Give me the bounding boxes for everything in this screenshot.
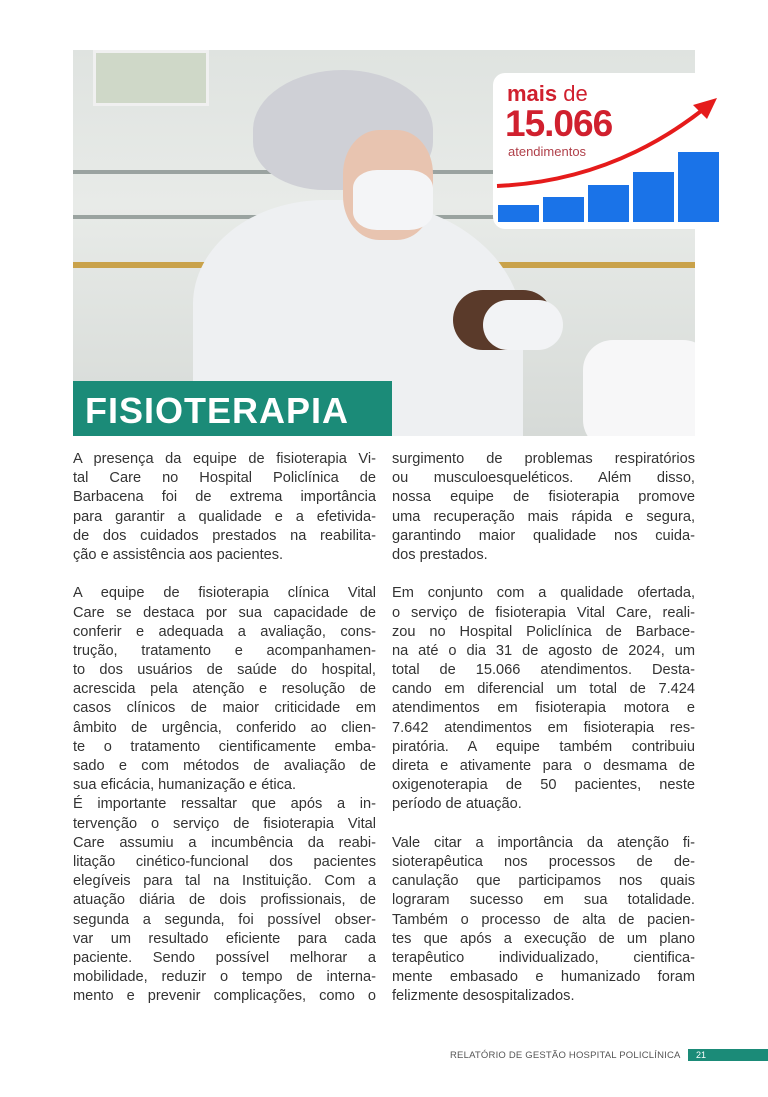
footer-report-title: RELATÓRIO DE GESTÃO HOSPITAL POLICLÍNICA [450,1050,681,1061]
text-line: segunda a segunda, foi possível obser- [73,911,376,928]
paragraph [392,450,695,565]
right-text-column [392,450,695,1006]
text-line: elegíveis para tal na Instituição. Com a [73,873,376,890]
left-text-column [73,450,376,1006]
badge-caption: atendimentos [508,144,587,159]
footer-page-bar [688,1049,768,1061]
text-line: felizmente desospitalizados. [392,988,575,1005]
section-title-bar [73,381,392,436]
paragraph [73,584,376,795]
text-line: conferir e adequada a avaliação, cons- [73,623,376,640]
section-title: FISIOTERAPIA [85,390,350,431]
text-line: total de 15.066 atendimentos. Desta- [392,662,695,679]
badge-prefix: mais [507,81,558,106]
text-line: Care se destaca por sua capacidade de [73,604,376,621]
text-line: de dos cuidados prestados na reabilita- [73,527,376,544]
text-line: É importante ressaltar que após a in- [73,796,376,813]
paragraph [392,834,695,1007]
text-line: ção e assistência aos pacientes. [73,546,284,563]
text-line: ou musculoesqueléticos. Além disso, [392,470,695,487]
badge-suffix: de [563,81,588,106]
text-line: uma recuperação mais rápida e segura, [392,508,695,525]
text-line: atuação diária de dois profissionais, de [73,892,376,909]
text-line: piratória. A equipe também contribuiu [392,738,695,755]
text-line: o serviço de fisioterapia Vital Care, reali- [392,604,695,621]
photo-glove [483,300,563,350]
text-line: tervenção o serviço de fisioterapia Vital [73,815,376,832]
text-line: oxigenoterapia de 50 pacientes, neste [392,777,695,794]
paragraph [392,584,695,814]
text-line: mento e prevenir complicações, como o [73,988,376,1005]
text-line: trução, tratamento e acompanhamen- [73,642,376,659]
text-line: Vale citar a importância da atenção fi- [392,834,695,851]
text-line: âmbito de urgência, conferido ao clien- [73,719,376,736]
paragraph [73,450,376,565]
text-line: garantindo maior qualidade nos cuida- [392,527,695,544]
text-line: to dos usuários de saúde do hospital, [73,662,376,679]
text-line: sua eficácia, humanização e ética. [73,777,297,794]
text-line: sioterapêutica nos processos de de- [392,853,695,870]
page-number: 21 [696,1050,707,1060]
text-line: Barbacena foi de extrema importância [73,489,376,506]
text-line: para garantir a qualidade e a efetivida- [73,508,376,525]
text-line: A equipe de fisioterapia clínica Vital [73,585,376,602]
paragraph-spacer [392,565,695,584]
text-line: tes que após a execução de um plano [392,930,695,947]
text-line: lograram sucesso em sua totalidade. [392,892,695,909]
text-line: Também o processo de alta de pacien- [392,911,695,928]
text-line: período de atuação. [392,796,522,813]
text-line: tal Care no Hospital Policlínica de [73,470,376,487]
text-line: surgimento de problemas respiratórios [392,451,695,467]
text-line: Em conjunto com a qualidade ofertada, [392,585,695,602]
badge-number: 15.066 [505,103,613,144]
text-line: cando em diferencial um total de 7.424 [392,681,695,698]
text-line: na até o dia 31 de agosto de 2024, um [392,642,695,659]
text-line: canulação que participamos nos quais [392,873,695,890]
text-line: paciente. Sendo possível melhorar a [73,949,376,966]
text-line: mobilidade, reduzir o tempo de interna- [73,969,376,986]
paragraph-spacer [73,565,376,584]
text-line: dos prestados. [392,546,488,563]
text-line: Care assumiu a incumbência da reabi- [73,834,376,851]
text-line: mente embasado e humanizado foram [392,969,695,986]
text-line: sado e com métodos de avaliação de [73,758,376,774]
text-line: acrescida pela atenção e resolução de [73,681,376,698]
text-line: te o tratamento cientificamente emba- [73,738,376,755]
attendance-badge [493,73,719,229]
text-line: terapêutico individualizado, cientifica- [392,949,695,966]
text-line: direta e ativamente para o desmama de [392,758,695,774]
text-line: casos clínicos de maior criticidade em [73,700,376,717]
text-line: zou no Hospital Policlínica de Barbace- [392,623,695,640]
photo-pillow [583,340,695,436]
text-line: nossa equipe de fisioterapia promove [392,489,695,506]
text-line: var um resultado eficiente para cada [73,930,376,947]
paragraph [73,795,376,1006]
photo-window [93,50,209,106]
text-line: A presença da equipe de fisioterapia Vi- [73,451,376,467]
text-line: atendimentos em fisioterapia motora e [392,700,695,717]
text-line: litação cinético-funcional dos pacientes [73,853,376,870]
paragraph-spacer [392,815,695,834]
text-line: 7.642 atendimentos em fisioterapia res- [392,719,695,736]
